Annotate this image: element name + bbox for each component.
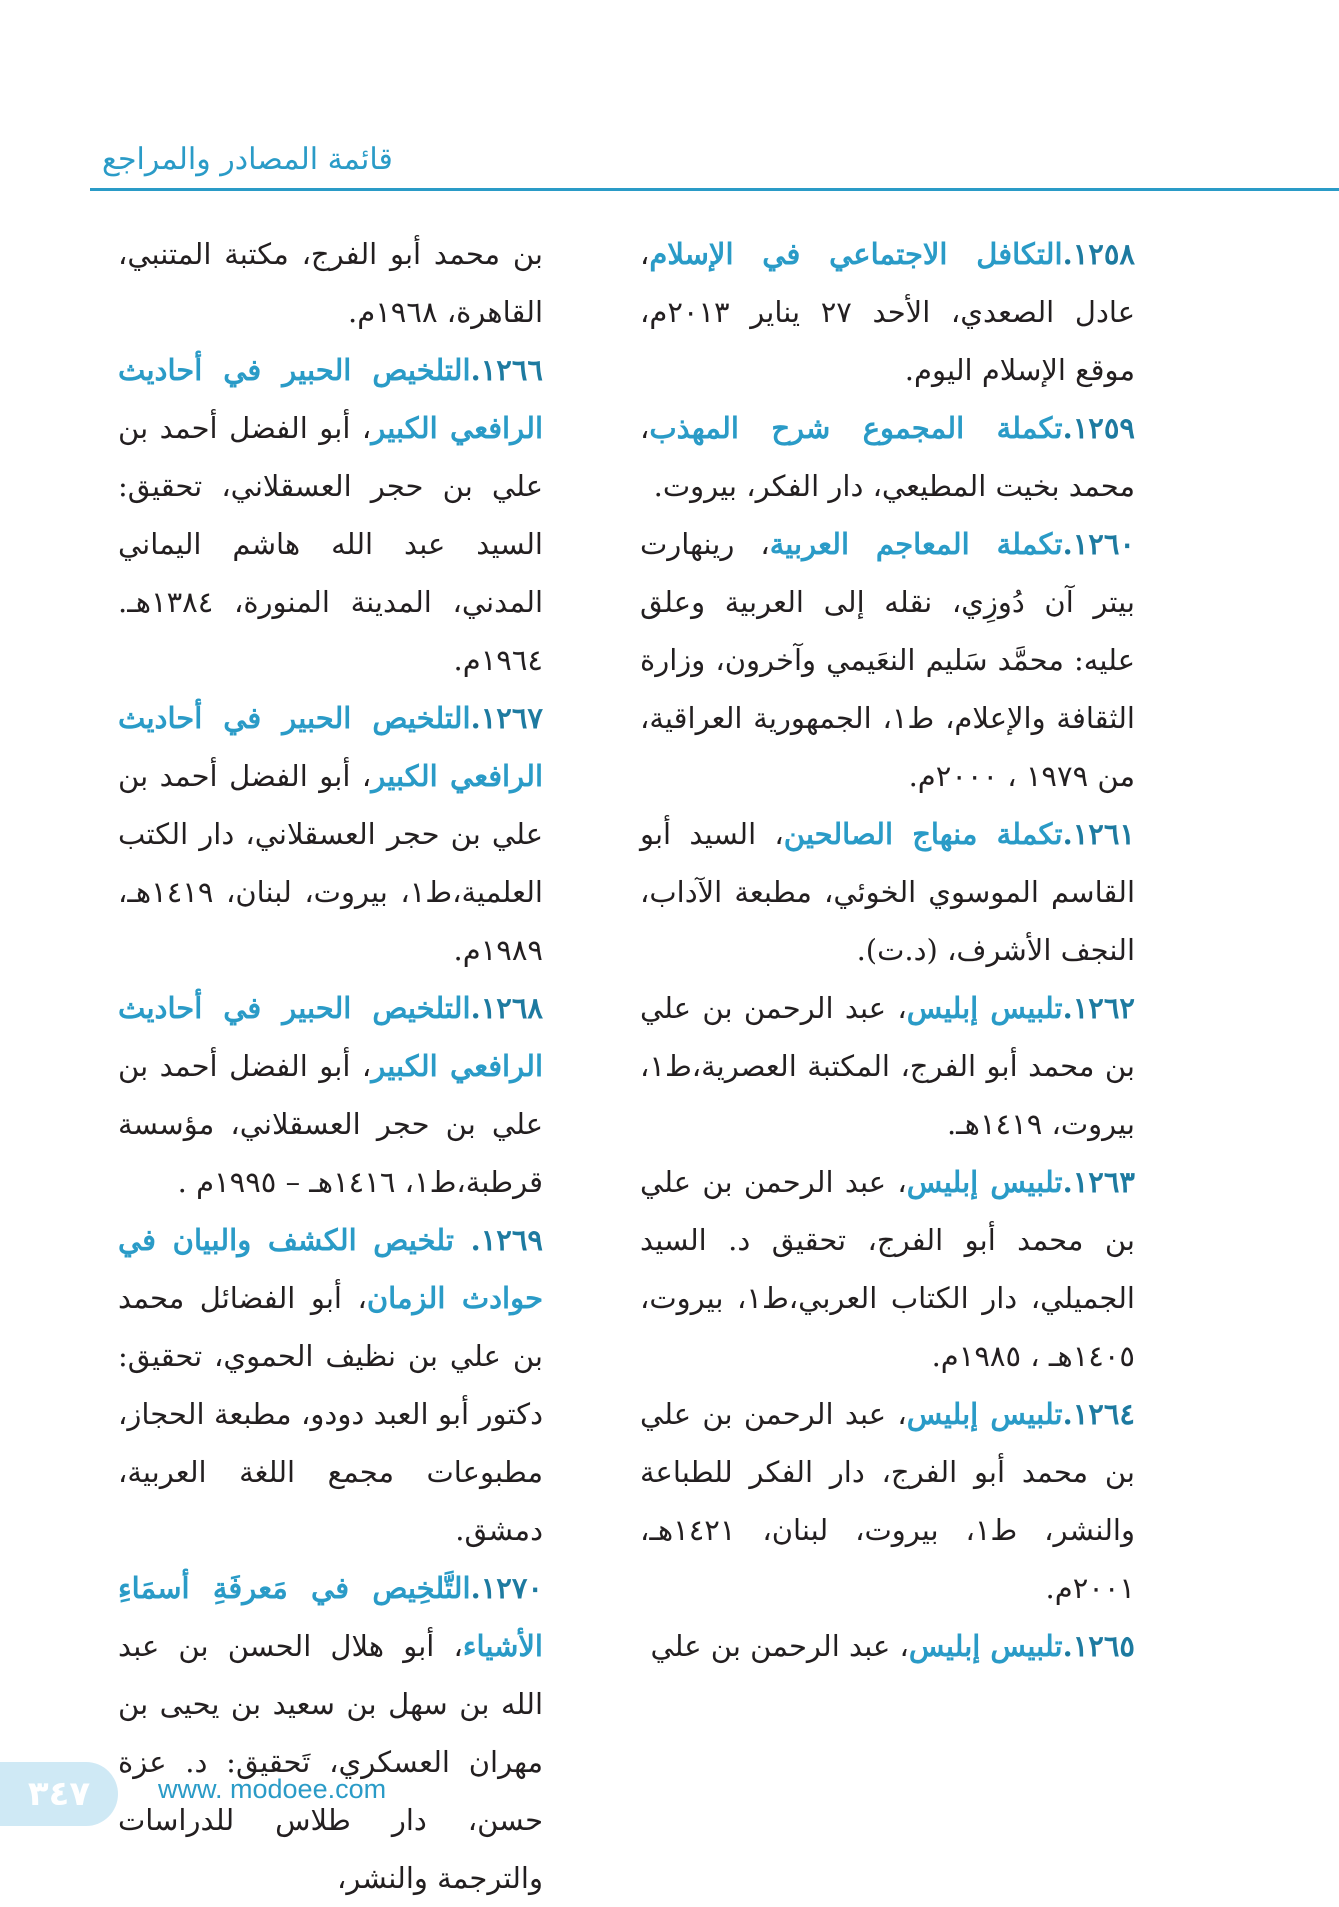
entry-details: ، عبد الرحمن بن علي بن محمد أبو الفرج، دار الفكر للطباعة والنشر، ط١، بيروت، لبنان، ١٤٢١هـ، ٢٠٠١م. — [640, 1397, 1135, 1605]
right-column — [640, 225, 1135, 1675]
entry-details: ، السيد أبو القاسم الموسوي الخوئي، مطبعة الآداب، النجف الأشرف، (د.ت). — [640, 817, 1135, 967]
reference-entry — [118, 1559, 543, 1907]
reference-entry — [118, 979, 543, 1211]
reference-entry — [118, 341, 543, 689]
entry-details: ، أبو الفضل أحمد بن علي بن حجر العسقلاني، مؤسسة قرطبة،ط١، ١٤١٦هـ – ١٩٩٥م . — [118, 1049, 543, 1199]
entry-number: ١٢٦١. — [1062, 817, 1135, 851]
entry-number: ١٢٦٠. — [1062, 527, 1135, 561]
entry-details: ، أبو الفضل أحمد بن علي بن حجر العسقلاني، تحقيق: السيد عبد الله هاشم اليماني المدني، المدينة المنورة، ١٣٨٤هـ. ١٩٦٤م. — [118, 411, 543, 677]
entry-number: ١٢٧٠. — [470, 1571, 543, 1605]
entry-details: ، عبد الرحمن بن علي بن محمد أبو الفرج، تحقيق د. السيد الجميلي، دار الكتاب العربي،ط١، بيروت، ١٤٠٥هـ ، ١٩٨٥م. — [640, 1165, 1135, 1373]
entry-title: تلبيس إبليس — [906, 991, 1063, 1025]
reference-entry — [640, 979, 1135, 1153]
reference-entry — [118, 689, 543, 979]
footer-url: www. modoee.com — [158, 1774, 387, 1804]
entry-title: تكملة منهاج الصالحين — [783, 817, 1063, 851]
entry-details: ، محمد بخيت المطيعي، دار الفكر، بيروت. — [640, 411, 1135, 503]
entry-number: ١٢٦٤. — [1062, 1397, 1135, 1431]
entry-title: تكملة المعاجم العربية — [769, 527, 1063, 561]
page-header — [90, 138, 1339, 191]
entry-number: ١٢٦٢. — [1062, 991, 1135, 1025]
entry-title: التكافل الاجتماعي في الإسلام — [649, 237, 1063, 271]
entry-details: بن محمد أبو الفرج، مكتبة المتنبي، القاهرة، ١٩٦٨م. — [118, 237, 543, 329]
reference-entry — [640, 805, 1135, 979]
entry-number: ١٢٦٧. — [470, 701, 543, 735]
reference-entry — [640, 225, 1135, 399]
entry-title: التلخيص الحبير في أحاديث الرافعي الكبير — [118, 991, 544, 1083]
entry-details: ، عادل الصعدي، الأحد ٢٧ يناير ٢٠١٣م، موقع الإسلام اليوم. — [640, 237, 1135, 387]
header-title: قائمة المصادر والمراجع — [102, 142, 393, 177]
reference-entry — [118, 1211, 543, 1559]
reference-entry — [640, 399, 1135, 515]
entry-title: تلبيس إبليس — [906, 1165, 1063, 1199]
entry-details: ، رينهارت بيتر آن دُوزِي، نقله إلى العربية وعلق عليه: محمَّد سَليم النعَيمي وآخرون، وزارة الثقافة والإعلام، ط١، الجمهورية العراقية، من ١٩٧٩ ، ٢٠٠٠م. — [640, 527, 1135, 793]
page-number-badge: ٣٤٧ — [0, 1762, 118, 1826]
entry-title: تكملة المجموع شرح المهذب — [649, 411, 1063, 445]
reference-entry — [640, 515, 1135, 805]
entry-title: تلبيس إبليس — [908, 1629, 1063, 1663]
reference-entry-continued — [118, 225, 543, 341]
entry-number: ١٢٦٦. — [470, 353, 543, 387]
reference-entry — [640, 1617, 1135, 1675]
entry-details: ، أبو الفضائل محمد بن علي بن نظيف الحموي، تحقيق: دكتور أبو العبد دودو، مطبعة الحجاز، مطبوعات مجمع اللغة العربية، دمشق. — [118, 1281, 543, 1547]
entry-details: ، عبد الرحمن بن علي — [650, 1629, 909, 1663]
entry-number: ١٢٥٨. — [1062, 237, 1135, 271]
entry-number: ١٢٦٩. — [470, 1223, 543, 1257]
entry-title: التلخيص الحبير في أحاديث الرافعي الكبير — [118, 353, 544, 445]
entry-details: ، عبد الرحمن بن علي بن محمد أبو الفرج، المكتبة العصرية،ط١، بيروت، ١٤١٩هـ. — [640, 991, 1135, 1141]
reference-entry — [640, 1385, 1135, 1617]
entry-number: ١٢٦٣. — [1062, 1165, 1135, 1199]
reference-entry — [640, 1153, 1135, 1385]
entry-title: تلبيس إبليس — [906, 1397, 1063, 1431]
entry-title: التَّلخِيص في مَعرفَةِ أسمَاءِ الأشياء — [118, 1571, 543, 1663]
left-column — [118, 225, 543, 1907]
entry-number: ١٢٦٨. — [470, 991, 543, 1025]
entry-details: ، أبو هلال الحسن بن عبد الله بن سهل بن سعيد بن يحيى بن مهران العسكري، تَحقيق: د. عزة حسن، دار طلاس للدراسات والترجمة والنشر، — [118, 1629, 543, 1895]
entry-details: ، أبو الفضل أحمد بن علي بن حجر العسقلاني، دار الكتب العلمية،ط١، بيروت، لبنان، ١٤١٩هـ، ١٩٨٩م. — [118, 759, 543, 967]
entry-title: تلخيص الكشف والبيان في حوادث الزمان — [118, 1223, 543, 1315]
entry-number: ١٢٥٩. — [1062, 411, 1135, 445]
entry-title: التلخيص الحبير في أحاديث الرافعي الكبير — [118, 701, 544, 793]
entry-number: ١٢٦٥. — [1062, 1629, 1135, 1663]
